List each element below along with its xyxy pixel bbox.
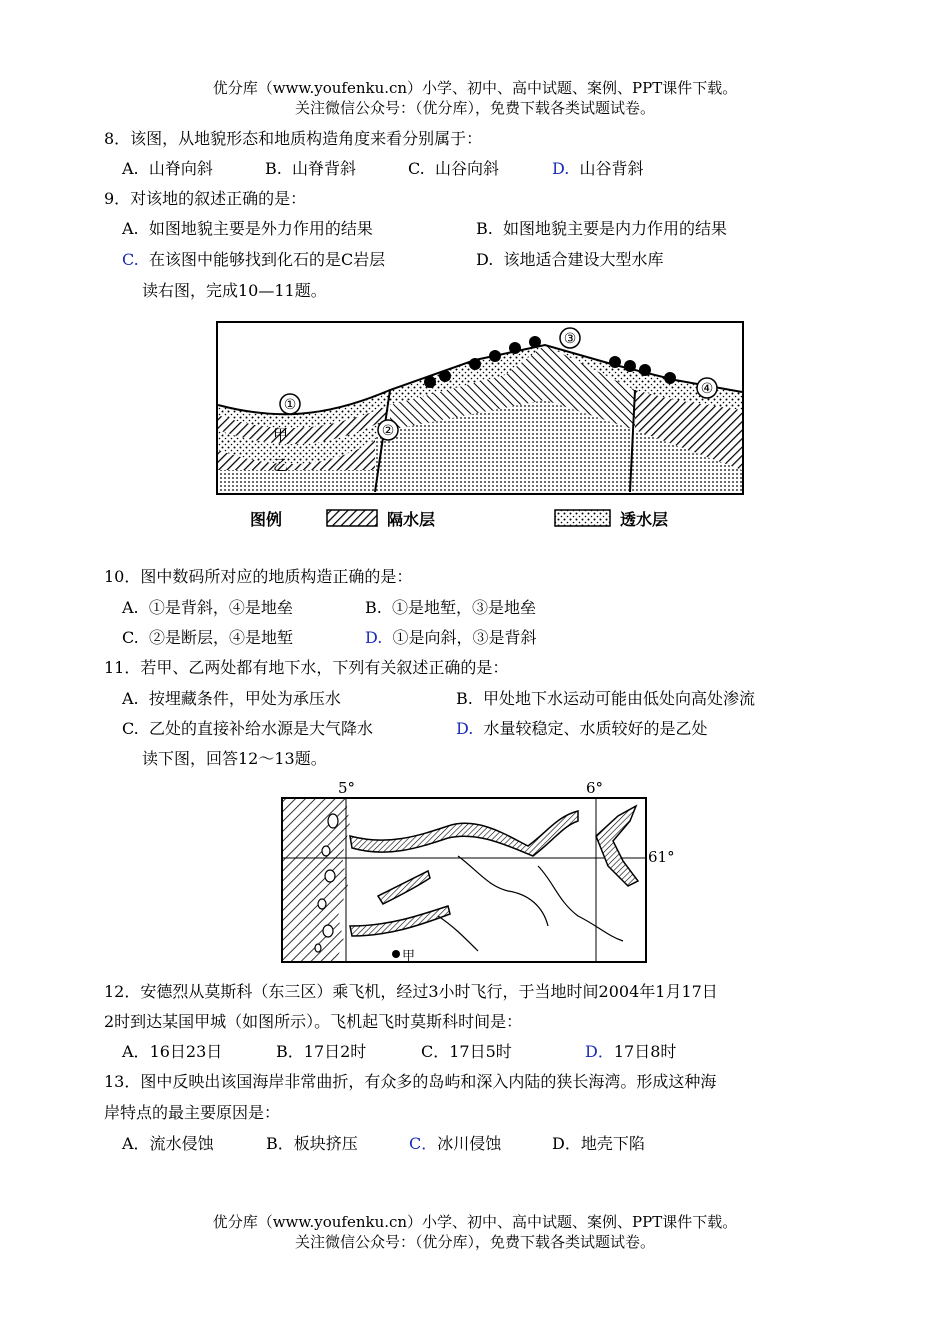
header-line-1: 优分库（www.youfenku.cn）小学、初中、高中试题、案例、PPT课件下载。	[212, 79, 738, 97]
city-jia-marker	[392, 950, 400, 958]
city-jia-label: 甲	[402, 949, 416, 964]
q12-option-b: B．17日2时	[276, 1042, 367, 1061]
q9-option-a: A. 如图地貌主要是外力作用的结果	[122, 219, 373, 238]
q10-option-a: A. ①是背斜，④是地垒	[122, 598, 293, 617]
legend-permeable-swatch	[555, 510, 610, 526]
sea-area	[283, 799, 350, 961]
lat-61-label: 61°	[648, 848, 675, 866]
legend-permeable-label: 透水层	[620, 510, 669, 529]
q12-option-d: D．17日8时	[585, 1042, 677, 1061]
q13-option-d: D．地壳下陷	[552, 1134, 645, 1153]
q13-option-c: C．冰川侵蚀	[409, 1134, 502, 1153]
q13-option-b: B．板块挤压	[266, 1134, 358, 1153]
legend-title: 图例	[250, 510, 283, 529]
q9-option-c: C. 在该图中能够找到化石的是C岩层	[122, 250, 386, 269]
q13-stem-line-1: 13．图中反映出该国海岸非常曲折，有众多的岛屿和深入内陆的狭长海湾。形成这种海	[104, 1072, 717, 1091]
intro-10-11: 读右图，完成10—11题。	[142, 281, 327, 300]
label-2: ②	[381, 423, 395, 439]
legend-impermeable-label: 隔水层	[387, 510, 436, 529]
q9-stem: 9．对该地的叙述正确的是：	[104, 189, 307, 208]
q8-option-b: B. 山脊背斜	[265, 159, 357, 178]
q12-stem-line-1: 12．安德烈从莫斯科（东三区）乘飞机，经过3小时飞行，于当地时间2004年1月17日	[104, 982, 718, 1001]
q12-option-a: A．16日23日	[122, 1042, 223, 1061]
q11-option-c: C. 乙处的直接补给水源是大气降水	[122, 719, 373, 738]
q11-stem: 11．若甲、乙两处都有地下水，下列有关叙述正确的是：	[104, 658, 509, 677]
lon-6-label: 6°	[586, 779, 604, 797]
q10-stem: 10．图中数码所对应的地质构造正确的是：	[104, 567, 413, 586]
q8-option-a: A. 山脊向斜	[122, 159, 213, 178]
lon-5-label: 5°	[338, 779, 356, 797]
footer-line-1: 优分库（www.youfenku.cn）小学、初中、高中试题、案例、PPT课件下载。	[212, 1213, 738, 1231]
label-jia: 甲	[273, 426, 289, 444]
q13-option-a: A．流水侵蚀	[122, 1134, 214, 1153]
label-yi: 乙	[273, 456, 289, 474]
footer-line-2: 关注微信公众号：（优分库），免费下载各类试题试卷。	[294, 1233, 655, 1251]
q12-option-c: C．17日5时	[421, 1042, 512, 1061]
q11-option-d: D. 水量较稳定、水质较好的是乙处	[456, 719, 708, 738]
q11-option-b: B. 甲处地下水运动可能由低处向高处渗流	[456, 689, 756, 708]
q13-stem-line-2: 岸特点的最主要原因是：	[104, 1103, 281, 1122]
q10-option-c: C. ②是断层，④是地堑	[122, 628, 293, 647]
q9-option-d: D. 该地适合建设大型水库	[476, 250, 664, 269]
q10-option-b: B. ①是地堑，③是地垒	[365, 598, 537, 617]
q10-option-d: D. ①是向斜，③是背斜	[365, 628, 537, 647]
fjord-map-figure	[278, 776, 688, 966]
label-4: ④	[700, 381, 714, 397]
q12-stem-line-2: 2时到达某国甲城（如图所示）。飞机起飞时莫斯科时间是：	[104, 1012, 523, 1031]
legend-impermeable-swatch	[327, 510, 377, 526]
intro-12-13: 读下图，回答12～13题。	[142, 749, 327, 768]
label-3: ③	[563, 331, 577, 347]
q8-option-d: D. 山谷背斜	[552, 159, 644, 178]
q11-option-a: A. 按埋藏条件，甲处为承压水	[122, 689, 341, 708]
label-1: ①	[283, 397, 297, 413]
geology-cross-section-figure	[215, 320, 745, 535]
q9-option-b: B. 如图地貌主要是内力作用的结果	[476, 219, 728, 238]
q8-option-c: C. 山谷向斜	[408, 159, 499, 178]
q8-stem: 8．该图，从地貌形态和地质构造角度来看分别属于：	[104, 129, 483, 148]
header-line-2: 关注微信公众号：（优分库），免费下载各类试题试卷。	[294, 99, 655, 117]
